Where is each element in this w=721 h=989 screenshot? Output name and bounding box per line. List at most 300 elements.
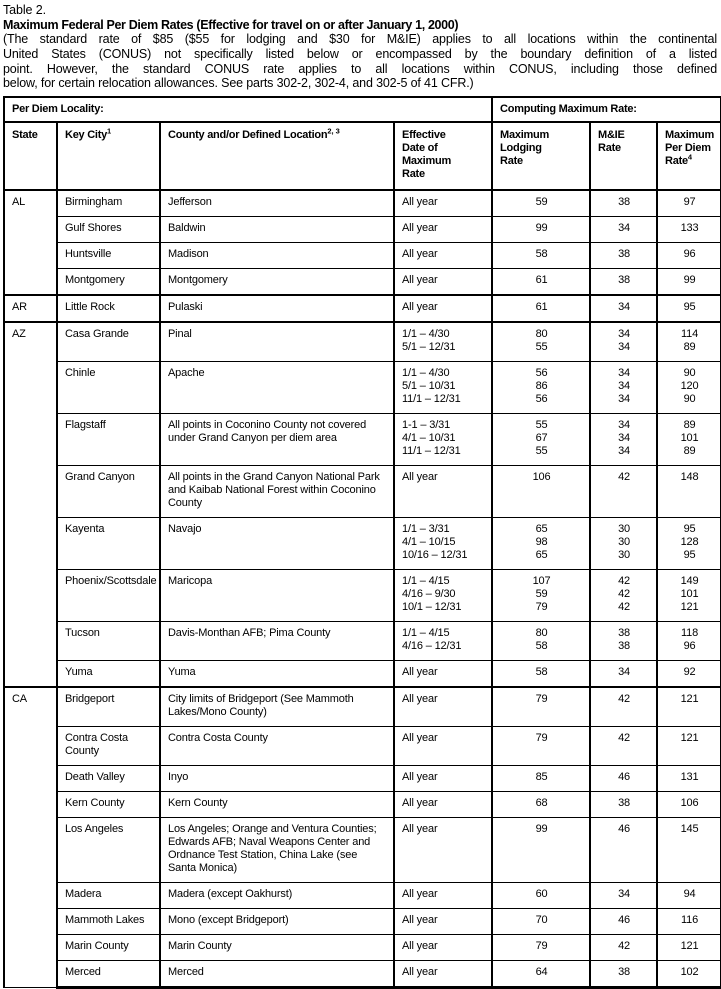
lodging-rate-cell <box>492 792 590 818</box>
location-cell <box>160 190 394 217</box>
cell-line: Death Valley <box>65 771 125 784</box>
cell-line: All year <box>402 771 438 784</box>
column-header-location <box>160 122 394 190</box>
location-cell <box>160 414 394 466</box>
cell-line: 118 <box>681 627 699 640</box>
table-row <box>4 661 721 688</box>
cell-line: Pulaski <box>168 301 203 314</box>
cell-line: 38 <box>618 274 631 287</box>
effective-date-cell <box>394 622 492 661</box>
lodging-rate-cell <box>492 818 590 883</box>
header-line: Lodging <box>500 142 542 155</box>
location-cell <box>160 622 394 661</box>
cell-line: 99 <box>535 823 548 836</box>
cell-line: 133 <box>680 222 699 235</box>
key-city-cell <box>57 935 160 961</box>
table-row <box>4 961 721 988</box>
cell-line: All year <box>402 823 438 836</box>
footnote-reference: 1 <box>107 126 112 136</box>
per-diem-rate-cell <box>657 269 721 296</box>
per-diem-rate-cell <box>657 883 721 909</box>
cell-line: 30 <box>618 549 631 562</box>
cell-line: 86 <box>535 380 548 393</box>
cell-line: 121 <box>680 732 699 745</box>
cell-line: 42 <box>618 588 631 601</box>
cell-line: Inyo <box>168 771 189 784</box>
cell-line: 121 <box>680 693 699 706</box>
effective-date-cell <box>394 190 492 217</box>
location-cell <box>160 661 394 688</box>
per-diem-rate-cell <box>657 766 721 792</box>
cell-line: Los Angeles; Orange and Ventura Counties; Edwards AFB; Naval Weapons Center and Ordnance Test Station, China Lake (see Santa Monica) <box>168 823 377 875</box>
table-row <box>4 935 721 961</box>
lodging-rate-cell <box>492 622 590 661</box>
table-row <box>4 687 721 727</box>
per-diem-rate-cell <box>657 190 721 217</box>
cell-line: 34 <box>618 341 631 354</box>
cell-line: 90 <box>683 393 696 406</box>
location-cell <box>160 518 394 570</box>
cell-line: 64 <box>535 966 548 979</box>
cell-line: 102 <box>680 966 699 979</box>
key-city-cell <box>57 243 160 269</box>
location-cell <box>160 818 394 883</box>
cell-line: Jefferson <box>168 196 212 209</box>
cell-line: 98 <box>535 536 548 549</box>
table-row <box>4 518 721 570</box>
cell-line: 128 <box>680 536 699 549</box>
mie-rate-cell <box>590 622 657 661</box>
cell-line: Los Angeles <box>65 823 124 836</box>
effective-date-cell <box>394 518 492 570</box>
mie-rate-cell <box>590 935 657 961</box>
computing-maximum-rate-header: Computing Maximum Rate: <box>492 97 721 122</box>
cell-line: 1/1 – 3/31 <box>402 523 450 536</box>
mie-rate-cell <box>590 362 657 414</box>
cell-line: Flagstaff <box>65 419 106 432</box>
cell-line: 55 <box>535 445 548 458</box>
column-header-key-city <box>57 122 160 190</box>
cell-line: 80 <box>535 627 548 640</box>
cell-line: 131 <box>680 771 699 784</box>
per-diem-rate-cell <box>657 909 721 935</box>
cell-line: 38 <box>618 627 631 640</box>
effective-date-cell <box>394 414 492 466</box>
per-diem-rate-cell <box>657 414 721 466</box>
lodging-rate-cell <box>492 961 590 988</box>
location-cell <box>160 243 394 269</box>
cell-line: 90 <box>683 367 696 380</box>
column-header-lodging-rate <box>492 122 590 190</box>
table-row <box>4 295 721 322</box>
header-line: State <box>12 129 38 142</box>
lodging-rate-cell <box>492 883 590 909</box>
key-city-cell <box>57 883 160 909</box>
cell-line: 42 <box>618 471 631 484</box>
cell-line: Contra Costa County <box>65 732 129 758</box>
cell-line: 89 <box>683 419 696 432</box>
key-city-cell <box>57 295 160 322</box>
lodging-rate-cell <box>492 935 590 961</box>
table-row <box>4 909 721 935</box>
effective-date-cell <box>394 295 492 322</box>
cell-line: Montgomery <box>65 274 125 287</box>
cell-line: 42 <box>618 940 631 953</box>
table-head <box>4 97 721 190</box>
cell-line: Davis-Monthan AFB; Pima County <box>168 627 331 640</box>
cell-line: 55 <box>535 419 548 432</box>
cell-line: 101 <box>680 588 699 601</box>
cell-line: 34 <box>618 393 631 406</box>
cell-line: Marin County <box>65 940 129 953</box>
cell-line: Grand Canyon <box>65 471 135 484</box>
cell-line: All year <box>402 966 438 979</box>
mie-rate-cell <box>590 766 657 792</box>
effective-date-cell <box>394 661 492 688</box>
cell-line: Merced <box>168 966 204 979</box>
cell-line: Navajo <box>168 523 202 536</box>
effective-date-cell <box>394 362 492 414</box>
cell-line: Bridgeport <box>65 693 115 706</box>
location-cell <box>160 909 394 935</box>
cell-line: 80 <box>535 328 548 341</box>
cell-line: 38 <box>618 248 631 261</box>
per-diem-rate-cell <box>657 243 721 269</box>
cell-line: 4/1 – 10/31 <box>402 432 456 445</box>
mie-rate-cell <box>590 727 657 766</box>
cell-line: 67 <box>535 432 548 445</box>
lodging-rate-cell <box>492 766 590 792</box>
effective-date-cell <box>394 883 492 909</box>
mie-rate-cell <box>590 217 657 243</box>
cell-line: 79 <box>535 693 548 706</box>
cell-line: 148 <box>680 471 699 484</box>
location-cell <box>160 362 394 414</box>
cell-line: Mammoth Lakes <box>65 914 145 927</box>
location-cell <box>160 217 394 243</box>
cell-line: 38 <box>618 797 631 810</box>
lodging-rate-cell <box>492 322 590 362</box>
effective-date-cell <box>394 570 492 622</box>
effective-date-cell <box>394 961 492 988</box>
cell-line: 5/1 – 12/31 <box>402 341 456 354</box>
table-row <box>4 190 721 217</box>
cell-line: 107 <box>532 575 551 588</box>
location-cell <box>160 322 394 362</box>
cell-line: All year <box>402 274 438 287</box>
location-cell <box>160 935 394 961</box>
effective-date-cell <box>394 687 492 727</box>
per-diem-rate-cell <box>657 818 721 883</box>
per-diem-rate-cell <box>657 935 721 961</box>
cell-line: 114 <box>681 328 699 341</box>
location-cell <box>160 727 394 766</box>
cell-line: Merced <box>65 966 101 979</box>
key-city-cell <box>57 961 160 988</box>
cell-line: 34 <box>618 301 631 314</box>
table-row <box>4 322 721 362</box>
cell-line: Birmingham <box>65 196 123 209</box>
cell-line: 4/1 – 10/15 <box>402 536 456 549</box>
lodging-rate-cell <box>492 190 590 217</box>
mie-rate-cell <box>590 818 657 883</box>
effective-date-cell <box>394 322 492 362</box>
lodging-rate-cell <box>492 466 590 518</box>
cell-line: 30 <box>618 523 631 536</box>
per-diem-rate-cell <box>657 322 721 362</box>
cell-line: 97 <box>683 196 696 209</box>
cell-line: 30 <box>618 536 631 549</box>
mie-rate-cell <box>590 243 657 269</box>
column-header-per-diem-rate <box>657 122 721 190</box>
effective-date-cell <box>394 727 492 766</box>
location-cell <box>160 295 394 322</box>
column-header-row <box>4 122 721 190</box>
cell-line: 34 <box>618 445 631 458</box>
cell-line: All year <box>402 732 438 745</box>
mie-rate-cell <box>590 466 657 518</box>
column-header-state <box>4 122 57 190</box>
location-cell <box>160 883 394 909</box>
table-row <box>4 570 721 622</box>
group-header-row <box>4 97 721 122</box>
table-row <box>4 217 721 243</box>
cell-line: Kern County <box>168 797 228 810</box>
cell-line: Yuma <box>65 666 93 679</box>
mie-rate-cell <box>590 322 657 362</box>
cell-line: 121 <box>680 940 699 953</box>
cell-line: 68 <box>535 797 548 810</box>
cell-line: 11/1 – 12/31 <box>402 393 461 406</box>
header-line: Rate$^4$ <box>665 152 693 168</box>
per-diem-rate-cell <box>657 687 721 727</box>
cell-line: Contra Costa County <box>168 732 268 745</box>
location-cell <box>160 687 394 727</box>
per-diem-rate-cell <box>657 295 721 322</box>
cell-line: 34 <box>618 432 631 445</box>
lodging-rate-cell <box>492 909 590 935</box>
state-cell: AZ <box>4 322 57 687</box>
cell-line: 42 <box>618 601 631 614</box>
cell-line: 5/1 – 10/31 <box>402 380 456 393</box>
mie-rate-cell <box>590 792 657 818</box>
mie-rate-cell <box>590 687 657 727</box>
mie-rate-cell <box>590 295 657 322</box>
cell-line: All year <box>402 914 438 927</box>
per-diem-rate-cell <box>657 518 721 570</box>
key-city-cell <box>57 269 160 296</box>
effective-date-cell <box>394 909 492 935</box>
per-diem-rate-cell <box>657 466 721 518</box>
mie-rate-cell <box>590 883 657 909</box>
cell-line: Apache <box>168 367 205 380</box>
cell-line: Little Rock <box>65 301 115 314</box>
intro-paragraph <box>3 32 717 91</box>
cell-line: All year <box>402 248 438 261</box>
cell-line: Kern County <box>65 797 125 810</box>
cell-line: 60 <box>535 888 548 901</box>
location-cell <box>160 766 394 792</box>
cell-line: 70 <box>535 914 548 927</box>
table-label: Table 2. <box>3 3 46 17</box>
cell-line: 1/1 – 4/30 <box>402 367 450 380</box>
cell-line: 58 <box>535 248 548 261</box>
column-header-effective-date <box>394 122 492 190</box>
cell-line: 79 <box>535 732 548 745</box>
cell-line: 65 <box>535 523 548 536</box>
cell-line: All points in the Grand Canyon National Park and Kaibab National Forest within Coconino County <box>168 471 380 510</box>
cell-line: Montgomery <box>168 274 228 287</box>
cell-line: 58 <box>535 666 548 679</box>
cell-line: 38 <box>618 196 631 209</box>
key-city-cell <box>57 909 160 935</box>
cell-line: 11/1 – 12/31 <box>402 445 461 458</box>
lodging-rate-cell <box>492 727 590 766</box>
cell-line: 46 <box>618 823 631 836</box>
cell-line: Mono (except Bridgeport) <box>168 914 289 927</box>
cell-line: All year <box>402 301 438 314</box>
lodging-rate-cell <box>492 362 590 414</box>
intro-line: point. However, the standard CONUS rate applies to all locations within CONUS, including those defined <box>3 61 717 76</box>
cell-line: 1/1 – 4/15 <box>402 627 450 640</box>
cell-line: 46 <box>618 771 631 784</box>
cell-line: 56 <box>535 367 548 380</box>
cell-line: 1/1 – 4/30 <box>402 328 450 341</box>
location-cell <box>160 792 394 818</box>
lodging-rate-cell <box>492 243 590 269</box>
cell-line: 1-1 – 3/31 <box>402 419 451 432</box>
cell-line: 89 <box>683 445 696 458</box>
header-line: Key City$^1$ <box>65 126 112 142</box>
mie-rate-cell <box>590 518 657 570</box>
state-cell: AL <box>4 190 57 295</box>
lodging-rate-cell <box>492 217 590 243</box>
cell-line: 56 <box>535 393 548 406</box>
per-diem-rate-cell <box>657 622 721 661</box>
cell-line: Madera (except Oakhurst) <box>168 888 293 901</box>
cell-line: 149 <box>680 575 699 588</box>
footnote-reference: 2, 3 <box>327 126 340 136</box>
header-line: Effective <box>402 129 446 142</box>
per-diem-rates-table <box>3 96 721 989</box>
header-line: Rate <box>500 155 523 168</box>
lodging-rate-cell <box>492 687 590 727</box>
header-line: Rate <box>402 168 425 181</box>
intro-line: United States (CONUS) not specifically listed below or encompassed by the boundary definition of a listed <box>3 46 717 61</box>
effective-date-cell <box>394 935 492 961</box>
effective-date-cell <box>394 818 492 883</box>
lodging-rate-cell <box>492 414 590 466</box>
key-city-cell <box>57 322 160 362</box>
key-city-cell <box>57 661 160 688</box>
footnote-reference: 4 <box>687 152 693 162</box>
cell-line: 38 <box>618 966 631 979</box>
table-row <box>4 818 721 883</box>
per-diem-rate-cell <box>657 570 721 622</box>
cell-line: 95 <box>683 549 696 562</box>
per-diem-rate-cell <box>657 661 721 688</box>
cell-line: All year <box>402 797 438 810</box>
cell-line: All year <box>402 222 438 235</box>
table-row <box>4 727 721 766</box>
lodging-rate-cell <box>492 518 590 570</box>
effective-date-cell <box>394 243 492 269</box>
header-line: Rate <box>598 142 621 155</box>
cell-line: City limits of Bridgeport (See Mammoth Lakes/Mono County) <box>168 693 354 719</box>
cell-line: 4/16 – 12/31 <box>402 640 462 653</box>
per-diem-locality-header: Per Diem Locality: <box>4 97 492 122</box>
location-cell <box>160 466 394 518</box>
key-city-cell <box>57 362 160 414</box>
cell-line: 99 <box>535 222 548 235</box>
header-line: Maximum <box>665 129 715 142</box>
cell-line: 42 <box>618 693 631 706</box>
cell-line: 59 <box>535 588 548 601</box>
header-line: Per Diem <box>665 142 711 155</box>
cell-line: Huntsville <box>65 248 112 261</box>
mie-rate-cell <box>590 909 657 935</box>
state-cell: AR <box>4 295 57 322</box>
table-row <box>4 622 721 661</box>
cell-line: 61 <box>535 274 548 287</box>
intro-line: (The standard rate of $85 ($55 for lodging and $30 for M&IE) applies to all locations within the continental <box>3 32 717 46</box>
header-line: M&IE <box>598 129 625 142</box>
location-cell <box>160 269 394 296</box>
cell-line: 89 <box>683 341 696 354</box>
cell-line: 120 <box>680 380 699 393</box>
cell-line: 99 <box>683 274 696 287</box>
table-row <box>4 883 721 909</box>
cell-line: 59 <box>535 196 548 209</box>
effective-date-cell <box>394 269 492 296</box>
per-diem-rate-cell <box>657 362 721 414</box>
state-cell: CA <box>4 687 57 988</box>
mie-rate-cell <box>590 570 657 622</box>
key-city-cell <box>57 518 160 570</box>
table-row <box>4 243 721 269</box>
cell-line: 92 <box>683 666 696 679</box>
key-city-cell <box>57 818 160 883</box>
effective-date-cell <box>394 792 492 818</box>
cell-line: 85 <box>535 771 548 784</box>
cell-line: All year <box>402 666 438 679</box>
cell-line: 95 <box>683 301 696 314</box>
cell-line: Gulf Shores <box>65 222 122 235</box>
mie-rate-cell <box>590 414 657 466</box>
per-diem-rate-cell <box>657 727 721 766</box>
cell-line: 34 <box>618 419 631 432</box>
cell-line: Phoenix/Scottsdale <box>65 575 157 588</box>
key-city-cell <box>57 414 160 466</box>
cell-line: 34 <box>618 367 631 380</box>
key-city-cell <box>57 622 160 661</box>
cell-line: 96 <box>683 640 696 653</box>
cell-line: 46 <box>618 914 631 927</box>
lodging-rate-cell <box>492 269 590 296</box>
cell-line: 34 <box>618 666 631 679</box>
cell-line: 34 <box>618 328 631 341</box>
location-cell <box>160 570 394 622</box>
cell-line: Marin County <box>168 940 232 953</box>
cell-line: All year <box>402 693 438 706</box>
mie-rate-cell <box>590 961 657 988</box>
effective-date-cell <box>394 217 492 243</box>
intro-line: below, for certain relocation allowances. See parts 302-2, 302-4, and 302-5 of 41 CFR.) <box>3 76 474 91</box>
mie-rate-cell <box>590 661 657 688</box>
cell-line: 4/16 – 9/30 <box>402 588 456 601</box>
cell-line: 1/1 – 4/15 <box>402 575 450 588</box>
column-header-mie-rate <box>590 122 657 190</box>
